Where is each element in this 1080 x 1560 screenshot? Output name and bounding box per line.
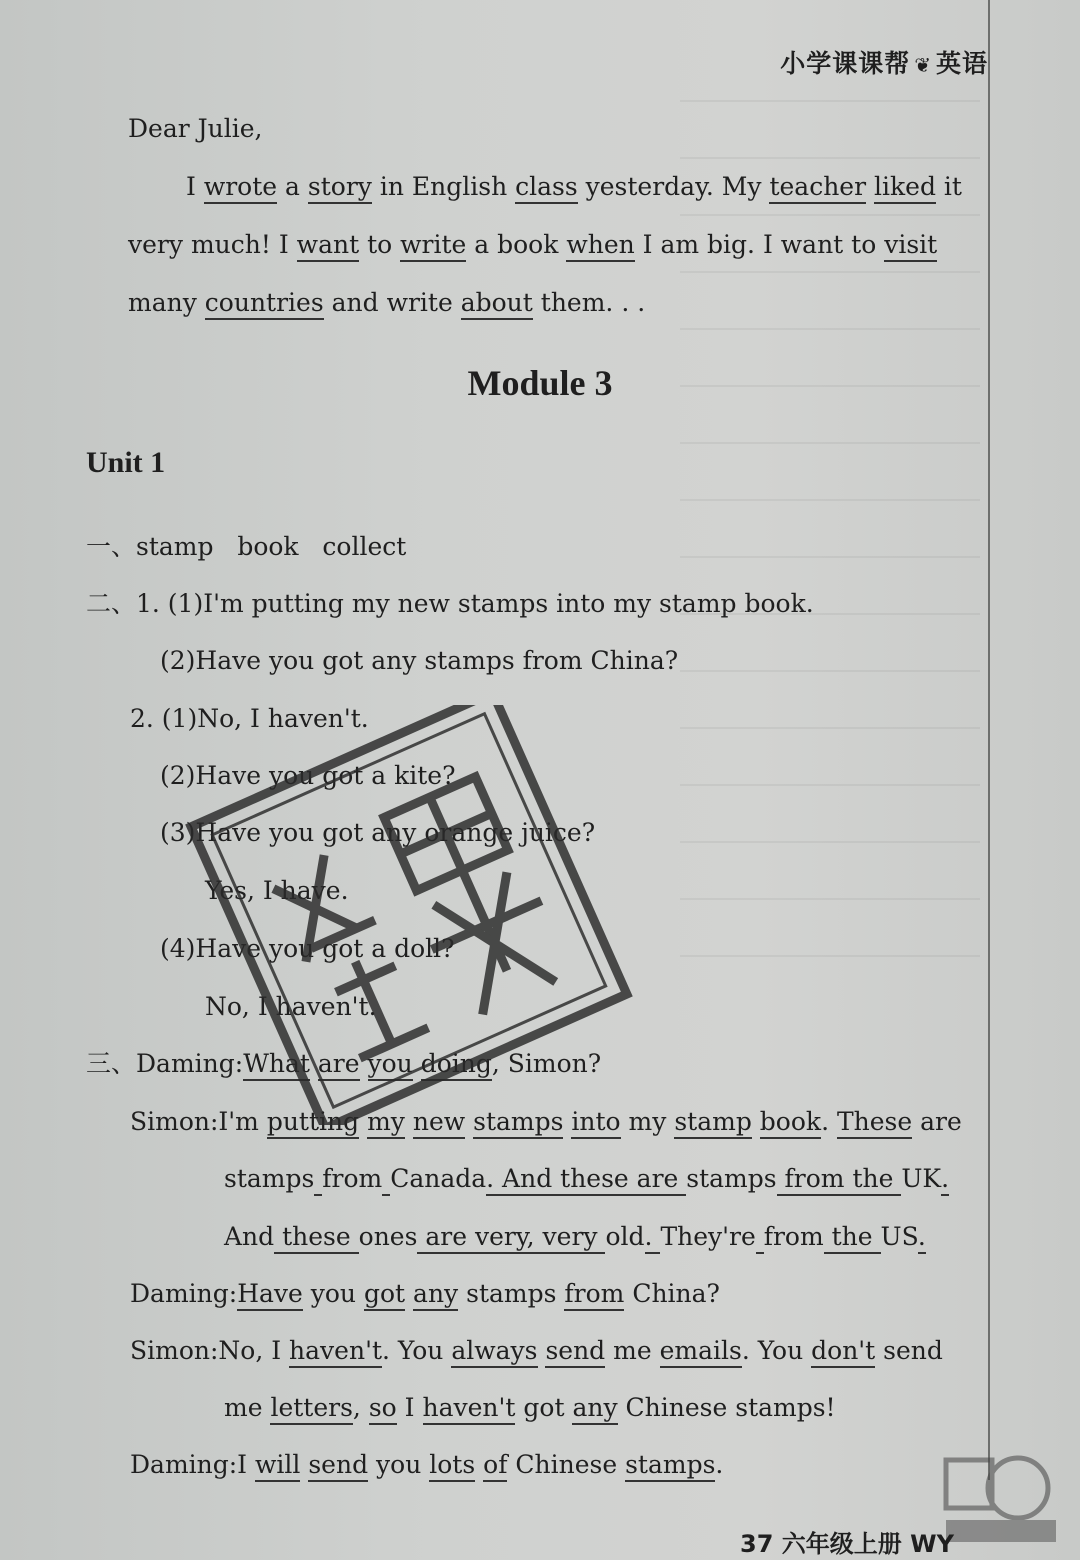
text-segment: Daming: <box>130 1279 238 1308</box>
underlined-answer: Have <box>237 1279 303 1311</box>
underlined-answer: wrote <box>204 172 277 204</box>
underlined-answer: from the <box>777 1164 902 1196</box>
q3-simon-3 <box>224 1220 926 1254</box>
underlined-answer: haven't <box>289 1336 382 1368</box>
underlined-answer: story <box>308 172 372 204</box>
underlined-answer: any <box>572 1393 617 1425</box>
page-edge <box>988 0 990 1480</box>
text-segment: are <box>912 1107 962 1136</box>
text-segment: stamps <box>224 1164 315 1193</box>
underlined-answer: always <box>451 1336 537 1368</box>
underlined-answer: my <box>367 1107 405 1139</box>
text-segment: Chinese stamps! <box>617 1393 836 1422</box>
underlined-answer: when <box>566 230 634 262</box>
text-segment: got <box>515 1393 573 1422</box>
text-segment: very much! I <box>128 230 297 259</box>
underlined-answer: haven't <box>423 1393 516 1425</box>
underlined-answer: don't <box>811 1336 875 1368</box>
q2-line-h: No, I haven't. <box>205 992 377 1021</box>
underlined-answer <box>382 1164 390 1196</box>
underlined-answer <box>756 1222 764 1254</box>
text-segment: stamps <box>458 1279 565 1308</box>
text-segment: Daming:I <box>130 1450 255 1479</box>
underlined-answer: liked <box>874 172 936 204</box>
q2-line-f: Yes, I have. <box>205 876 349 905</box>
text-segment: I am big. I want to <box>634 230 885 259</box>
underlined-answer: send <box>545 1336 605 1368</box>
brand-name: 小学课课帮 <box>780 49 911 78</box>
text-segment: send <box>875 1336 943 1365</box>
page-header <box>780 44 988 80</box>
text-segment: US <box>880 1222 918 1251</box>
text-segment: it <box>935 172 962 201</box>
text-segment: stamps <box>686 1164 777 1193</box>
module-title: Module 3 <box>467 363 613 403</box>
underlined-answer: What <box>243 1049 310 1081</box>
text-segment: . You <box>741 1336 812 1365</box>
underlined-answer: . <box>645 1222 661 1254</box>
underlined-answer: got <box>364 1279 405 1311</box>
unit-title: Unit 1 <box>86 446 166 479</box>
text-segment: . <box>821 1107 837 1136</box>
underlined-answer: the <box>824 1222 881 1254</box>
text-segment: I <box>186 172 204 201</box>
underlined-answer: new <box>413 1107 465 1139</box>
underlined-answer: . <box>941 1164 949 1196</box>
underlined-answer: stamp <box>674 1107 752 1139</box>
underlined-answer: . And these are <box>486 1164 686 1196</box>
underlined-answer: you <box>368 1049 413 1081</box>
underlined-answer: class <box>515 172 578 204</box>
text-segment: me <box>605 1336 660 1365</box>
q2-line-e: (3)Have you got any orange juice? <box>160 818 596 847</box>
q3-daming-3 <box>130 1448 723 1482</box>
text-segment: Simon:No, I <box>130 1336 290 1365</box>
leaf-icon: ❦ <box>914 53 932 77</box>
text-segment: from <box>322 1164 383 1193</box>
text-segment: a <box>277 172 308 201</box>
text-segment <box>475 1450 483 1479</box>
underlined-answer: putting <box>267 1107 359 1139</box>
text-segment <box>752 1107 760 1136</box>
text-segment: me <box>224 1393 271 1422</box>
underlined-answer: book <box>760 1107 821 1139</box>
underlined-answer: any <box>413 1279 458 1311</box>
underlined-answer: are <box>318 1049 360 1081</box>
letter-greeting: Dear Julie, <box>128 114 263 143</box>
underlined-answer: letters <box>270 1393 352 1425</box>
text-segment: to <box>359 230 401 259</box>
underlined-answer: . <box>918 1222 926 1254</box>
q2-line-d: (2)Have you got a kite? <box>160 761 456 790</box>
underlined-answer: about <box>461 288 533 320</box>
subject-name: 英语 <box>935 49 988 78</box>
page-footer: 37 六年级上册 WY <box>740 1530 954 1558</box>
underlined-answer: stamps <box>625 1450 715 1482</box>
text-segment: Chinese <box>507 1450 626 1479</box>
q3-simon-5 <box>224 1391 836 1425</box>
text-segment: old <box>605 1222 645 1251</box>
underlined-answer: emails <box>660 1336 742 1368</box>
text-segment: you <box>302 1279 364 1308</box>
text-segment <box>405 1279 413 1308</box>
text-segment: . You <box>382 1336 452 1365</box>
q3-simon-2 <box>224 1162 949 1196</box>
underlined-answer: these <box>274 1222 358 1254</box>
q1-answer: 一、stamp book collect <box>86 532 407 561</box>
text-segment: Simon:I'm <box>130 1107 267 1136</box>
q2-line-g: (4)Have you got a doll? <box>160 934 455 963</box>
underlined-answer: want <box>297 230 359 262</box>
text-segment: And <box>224 1222 275 1251</box>
letter-line-3 <box>128 286 645 320</box>
letter-line-1 <box>186 170 962 204</box>
text-segment: them. . . <box>532 288 646 317</box>
q2-line-a: 二、1. (1)I'm putting my new stamps into my stamp book. <box>86 589 814 618</box>
text-segment: you <box>368 1450 430 1479</box>
text-segment: and write <box>323 288 461 317</box>
underlined-answer: of <box>483 1450 507 1482</box>
q3-daming-2 <box>130 1277 720 1311</box>
text-segment: I <box>396 1393 423 1422</box>
underlined-answer: will <box>255 1450 300 1482</box>
text-segment: from <box>763 1222 824 1251</box>
text-segment: 三、Daming: <box>86 1049 244 1078</box>
text-segment: a book <box>466 230 567 259</box>
text-segment: my <box>620 1107 675 1136</box>
text-segment: in English <box>371 172 516 201</box>
underlined-answer: from <box>564 1279 624 1311</box>
text-segment: . <box>715 1450 724 1479</box>
text-segment: yesterday. My <box>577 172 770 201</box>
underlined-answer: lots <box>429 1450 475 1482</box>
q3-simon-4 <box>130 1334 943 1368</box>
text-segment: UK <box>901 1164 942 1193</box>
q2-line-b: (2)Have you got any stamps from China? <box>160 646 679 675</box>
underlined-answer: doing <box>421 1049 492 1081</box>
text-segment: , <box>352 1393 369 1422</box>
underlined-answer: send <box>308 1450 368 1482</box>
text-segment: , Simon? <box>491 1049 602 1078</box>
answer-seal-stamp <box>176 705 646 1125</box>
underlined-answer: into <box>571 1107 620 1139</box>
underlined-answer: stamps <box>473 1107 563 1139</box>
site-watermark-icon <box>940 1440 1060 1550</box>
underlined-answer: visit <box>884 230 937 262</box>
underlined-answer: so <box>369 1393 397 1425</box>
underlined-answer: write <box>400 230 466 262</box>
text-segment <box>866 172 874 201</box>
text-segment: ones <box>358 1222 418 1251</box>
q2-line-c: 2. (1)No, I haven't. <box>130 704 369 733</box>
underlined-answer: are very, very <box>417 1222 605 1254</box>
text-segment: China? <box>624 1279 720 1308</box>
letter-line-2 <box>128 228 937 262</box>
text-segment: many <box>128 288 205 317</box>
underlined-answer: These <box>837 1107 912 1139</box>
underlined-answer: countries <box>205 288 324 320</box>
text-segment: Canada <box>390 1164 487 1193</box>
underlined-answer: teacher <box>769 172 866 204</box>
text-segment: They're <box>660 1222 756 1251</box>
